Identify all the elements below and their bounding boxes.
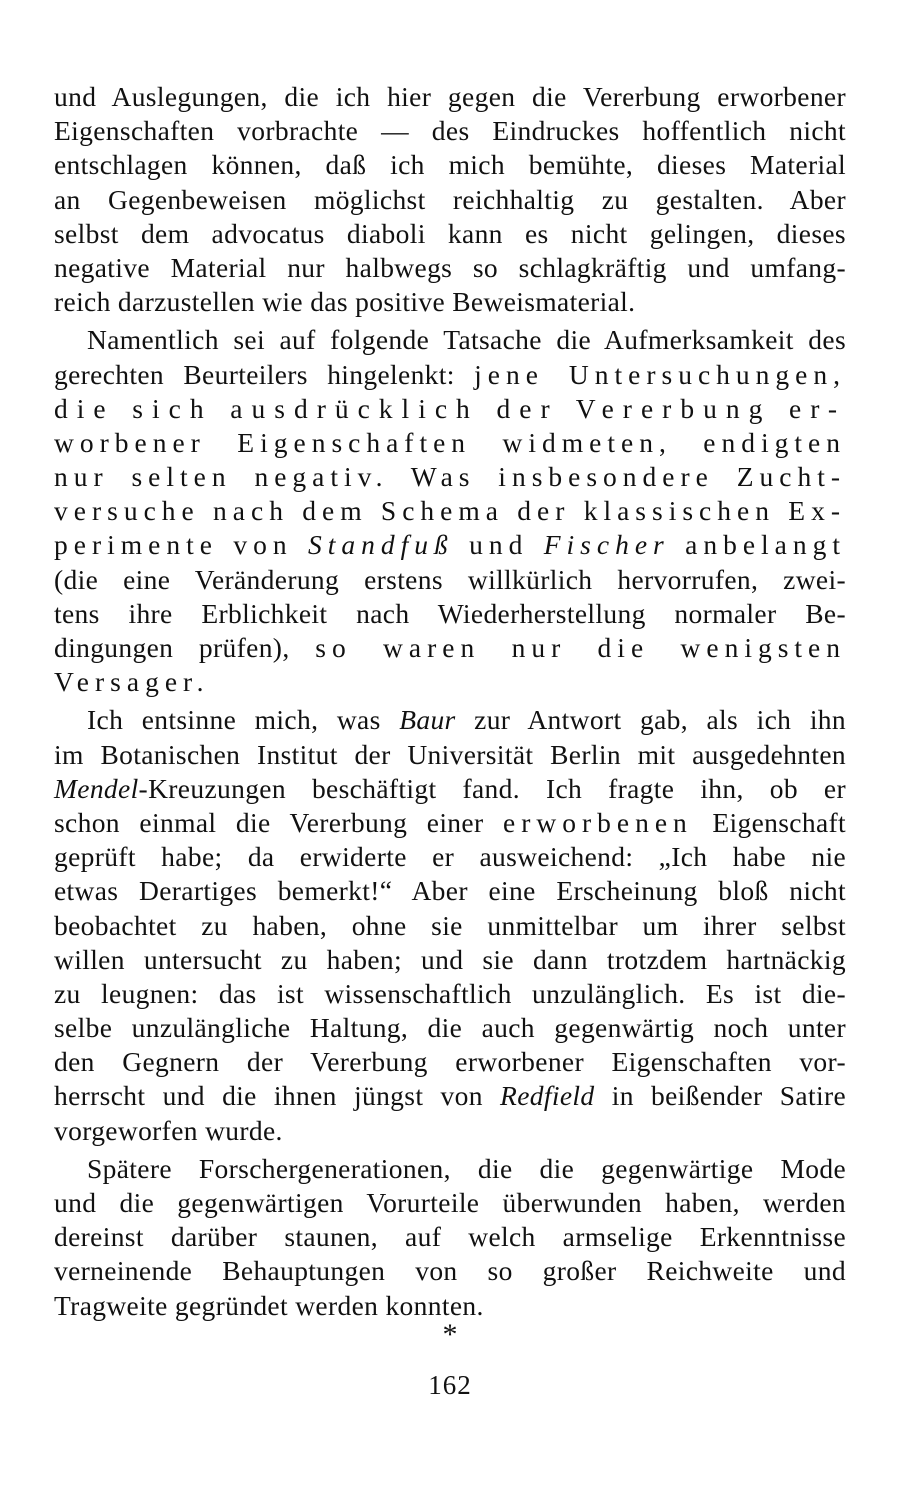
text-line: Eigenschaften vorbrachte — des Eindruckes hoffentlich nicht <box>54 115 846 147</box>
text-line: selbe unzulängliche Haltung, die auch gegenwärtig noch unter <box>54 1012 846 1044</box>
emphasized-line: nur selten negativ. Was insbesondere Zucht- <box>54 461 846 493</box>
text-line: Tragweite gegründet werden konnten. <box>54 1289 484 1321</box>
emphasized-text: perimente von <box>54 529 293 561</box>
text-line <box>54 1079 846 1113</box>
author-name-redfield: Redfield <box>500 1080 595 1112</box>
text-fragment: gerechten Beurteilers hingelenkt: <box>54 358 455 390</box>
emphasized-text: anbelangt <box>685 529 847 561</box>
text-line <box>54 772 846 806</box>
text-line <box>54 703 846 737</box>
text-line: an Gegenbeweisen möglichst reichhaltig zu gestalten. Aber <box>54 183 846 215</box>
text-line: etwas Derartiges bemerkt!“ Aber eine Erscheinung bloß nicht <box>54 875 846 907</box>
text-line: reich darzustellen wie das positive Beweismaterial. <box>54 286 636 318</box>
paragraph-1 <box>54 80 846 319</box>
section-separator: * <box>442 1318 458 1351</box>
emphasized-text: erworbenen <box>503 806 693 838</box>
page-body <box>54 80 846 1323</box>
emphasized-text: jene Untersuchungen, <box>474 358 846 390</box>
text-fragment: Ich entsinne mich, was <box>87 704 381 736</box>
emphasized-line <box>54 528 846 562</box>
text-line: und die gegenwärtigen Vorurteile überwunden haben, werden <box>54 1187 846 1218</box>
author-name-mendel: Mendel- <box>54 772 149 804</box>
emphasized-line: versuche nach dem Schema der klassischen Ex- <box>54 495 846 527</box>
text-line: verneinende Behauptungen von so großer Reichweite und <box>54 1255 846 1287</box>
text-fragment: herrscht und die ihnen jüngst von <box>54 1080 483 1112</box>
text-line: geprüft habe; da erwiderte er ausweichend: „Ich habe nie <box>54 841 846 873</box>
text-fragment: Eigenschaft <box>712 806 846 838</box>
author-name-fischer: Fischer <box>543 529 670 561</box>
text-line: vorgeworfen wurde. <box>54 1114 283 1146</box>
paragraph-3 <box>54 703 846 1147</box>
text-fragment: zur Antwort gab, als ich ihn <box>474 704 847 736</box>
text-line: selbst dem advocatus diaboli kann es nicht gelingen, dieses <box>54 217 846 249</box>
text-fragment: in beißender Satire <box>611 1080 847 1112</box>
author-name-standfuss: Standfuß <box>307 529 454 561</box>
text-line: und Auslegungen, die ich hier gegen die Vererbung erworbener <box>54 81 846 112</box>
text-line: negative Material nur halbwegs so schlagkräftig und umfang- <box>54 251 846 283</box>
author-name-baur: Baur <box>399 704 456 736</box>
text-line <box>54 631 846 665</box>
text-line: beobachtet zu haben, ohne sie unmittelbar um ihrer selbst <box>54 909 846 941</box>
text-line: entschlagen können, daß ich mich bemühte, dieses Material <box>54 149 846 181</box>
emphasized-text: und <box>469 529 529 561</box>
text-line: dereinst darüber staunen, auf welch armselige Erkenntnisse <box>54 1221 846 1253</box>
text-fragment: Kreuzungen beschäftigt fand. Ich fragte ihn, ob er <box>148 772 846 804</box>
emphasized-line: worbener Eigenschaften widmeten, endigten <box>54 426 846 458</box>
paragraph-4 <box>54 1152 846 1323</box>
text-line: (die eine Veränderung erstens willkürlich hervorrufen, zwei- <box>54 563 846 595</box>
text-line: Spätere Forschergenerationen, die die gegenwärtige Mode <box>87 1152 846 1184</box>
text-fragment: schon einmal die Vererbung einer <box>54 806 484 838</box>
text-line: Namentlich sei auf folgende Tatsache die Aufmerksamkeit des <box>87 324 846 356</box>
paragraph-2 <box>54 323 846 699</box>
text-line: willen untersucht zu haben; und sie dann trotzdem hartnäckig <box>54 943 846 975</box>
text-line: tens ihre Erblichkeit nach Wiederherstellung normaler Be- <box>54 597 846 629</box>
text-line: zu leugnen: das ist wissenschaftlich unzulänglich. Es ist die- <box>54 977 846 1009</box>
page-number: 162 <box>428 1370 472 1400</box>
text-line: im Botanischen Institut der Universität Berlin mit ausgedehnten <box>54 738 846 770</box>
text-line <box>54 358 846 392</box>
emphasized-line: die sich ausdrücklich der Vererbung er- <box>54 392 846 424</box>
text-fragment: dingungen prüfen), <box>54 632 290 663</box>
text-line: den Gegnern der Vererbung erworbener Eigenschaften vor- <box>54 1046 846 1078</box>
text-line <box>54 806 846 840</box>
emphasized-line: Versager. <box>54 666 210 698</box>
emphasized-text: so waren nur die wenigsten <box>315 632 847 663</box>
